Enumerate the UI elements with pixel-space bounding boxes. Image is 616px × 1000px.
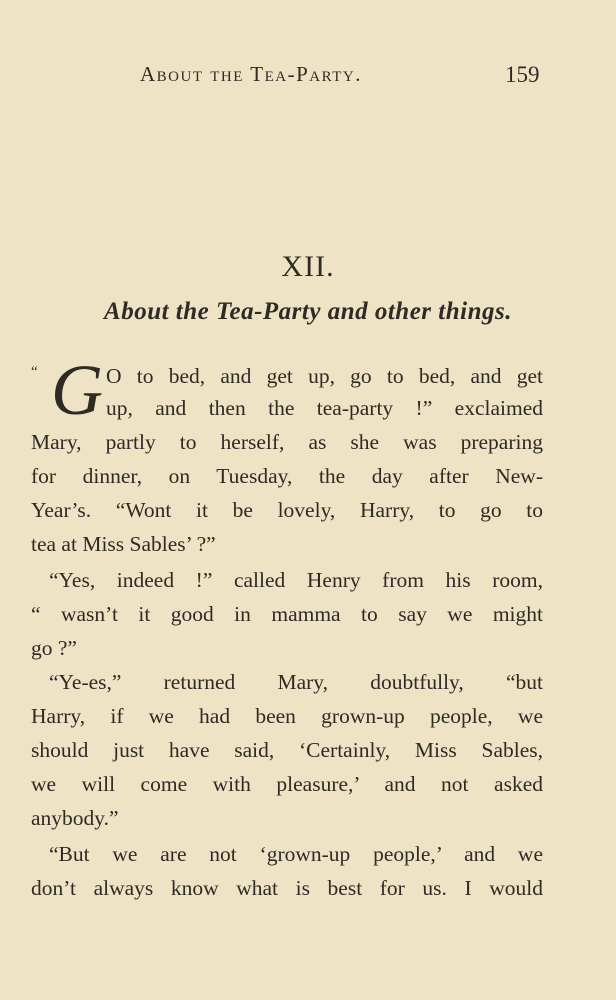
text-line: for dinner, on Tuesday, the day after New- xyxy=(31,464,543,488)
text-line: Mary, partly to herself, as she was preparing xyxy=(31,430,543,454)
text-line: should just have said, ‘Certainly, Miss Sables, xyxy=(31,738,543,762)
text-line: Year’s. “Wont it be lovely, Harry, to go to xyxy=(31,498,543,522)
text-line: O to bed, and get up, go to bed, and get xyxy=(106,364,543,388)
text-line: “Ye-es,” returned Mary, doubtfully, “but xyxy=(49,670,543,694)
chapter-title: About the Tea-Party and other things. xyxy=(104,298,512,325)
chapter-number: XII. xyxy=(281,250,335,283)
text-line: Harry, if we had been grown-up people, we xyxy=(31,704,543,728)
text-line: anybody.” xyxy=(31,806,119,830)
page-number: 159 xyxy=(505,62,540,87)
text-line: go ?” xyxy=(31,636,77,660)
text-line: up, and then the tea-party !” exclaimed xyxy=(106,396,543,420)
drop-cap: G xyxy=(51,350,103,430)
opening-quote-mark: “ xyxy=(31,364,38,380)
text-line: tea at Miss Sables’ ?” xyxy=(31,532,216,556)
text-line: we will come with pleasure,’ and not asked xyxy=(31,772,543,796)
text-line: “ wasn’t it good in mamma to say we might xyxy=(31,602,543,626)
text-line: don’t always know what is best for us. I would xyxy=(31,876,543,900)
text-line: “Yes, indeed !” called Henry from his room, xyxy=(49,568,543,592)
running-head: About the Tea-Party. xyxy=(140,62,362,86)
text-line: “But we are not ‘grown-up people,’ and we xyxy=(49,842,543,866)
